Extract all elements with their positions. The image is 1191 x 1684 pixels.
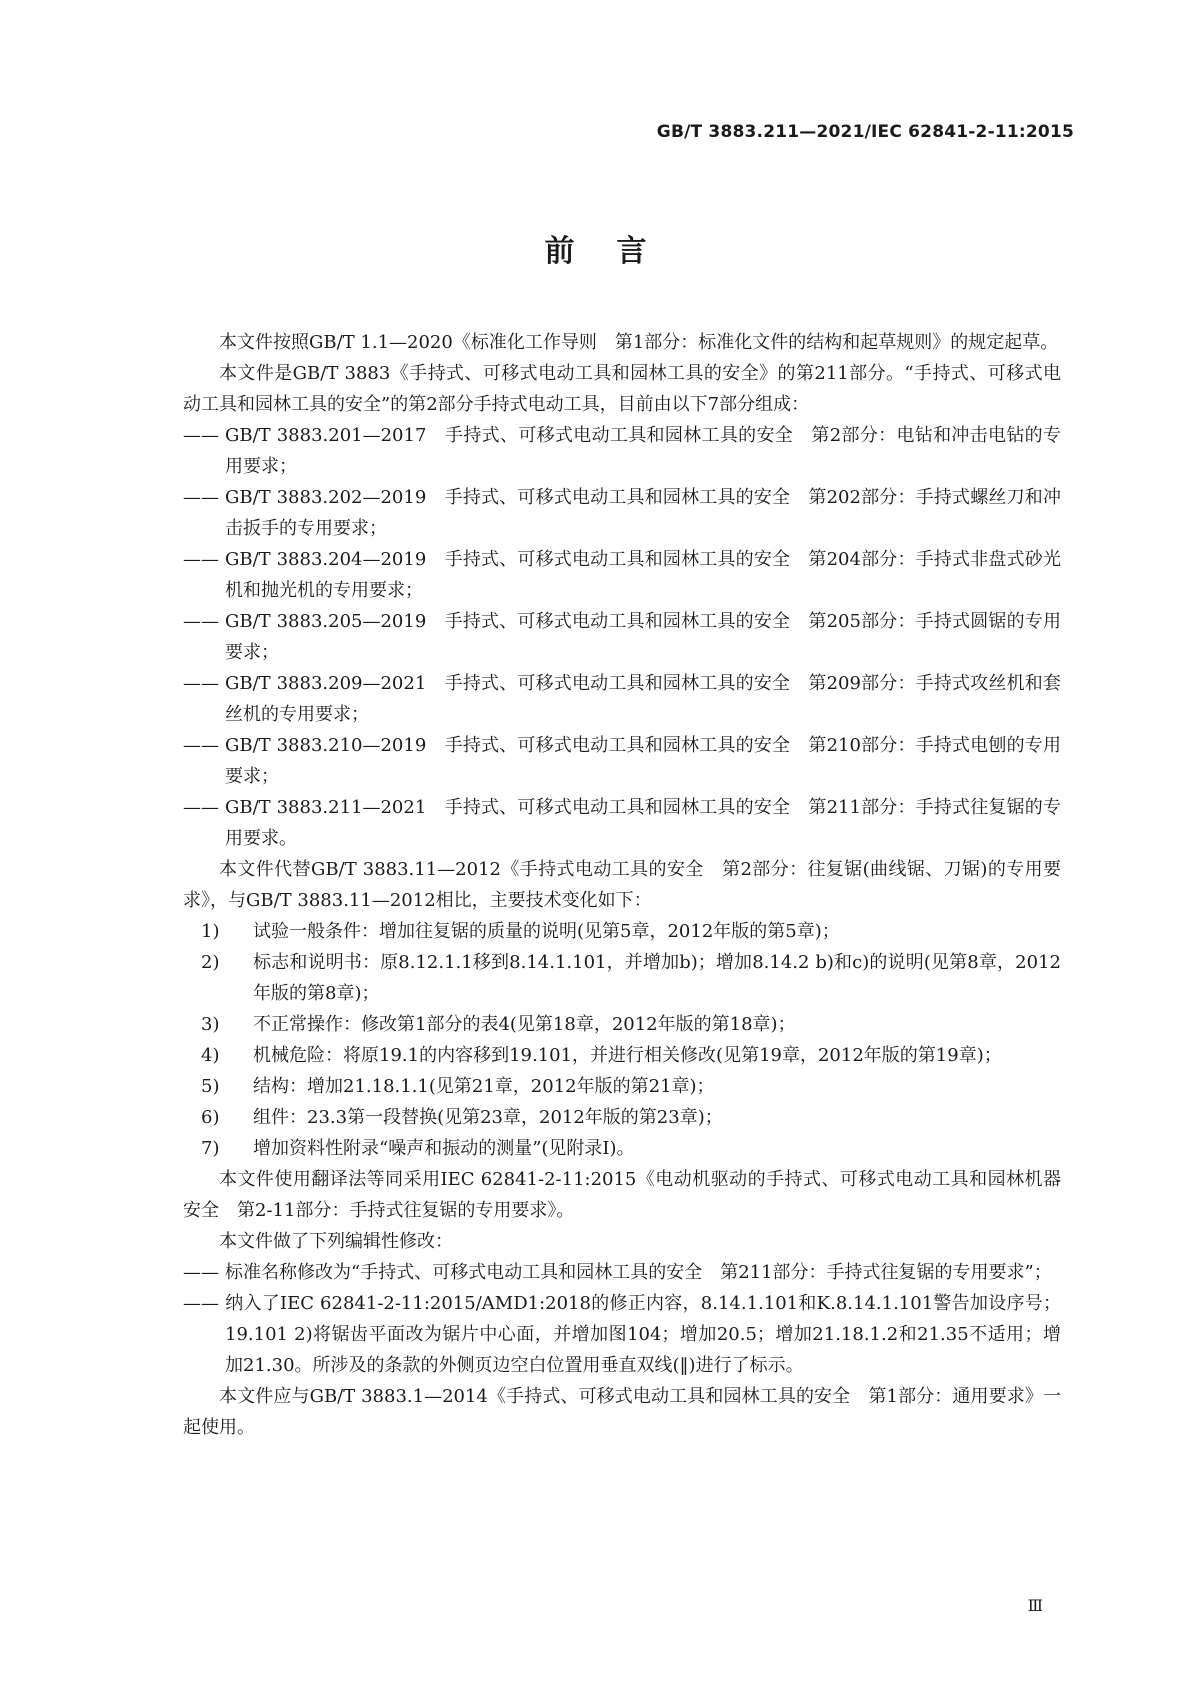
paragraph-use-with: 本文件应与GB/T 3883.1—2014《手持式、可移式电动工具和园林工具的安全 第1部分：通用要求》一起使用。 [183, 1386, 1061, 1438]
change-text: 增加资料性附录“噪声和振动的测量”(见附录I)。 [253, 1138, 635, 1159]
change-list-item [183, 947, 1061, 1009]
change-number: 5) [201, 1076, 220, 1097]
dash-marker: —— [183, 673, 219, 694]
paragraph-replaces: 本文件代替GB/T 3883.11—2012《手持式电动工具的安全 第2部分：往复锯(曲线锯、刀锯)的专用要求》，与GB/T 3883.11—2012相比，主要技术变化如下： [183, 859, 1061, 911]
part-list-item [183, 482, 1061, 544]
document-body [183, 327, 1079, 1443]
page-number: Ⅲ [1027, 1596, 1043, 1615]
dash-marker: —— [183, 487, 219, 508]
change-list-item [183, 1009, 1061, 1040]
paragraph-drafting-rules: 本文件按照GB/T 1.1—2020《标准化工作导则 第1部分：标准化文件的结构和起草规则》的规定起草。 [219, 332, 1059, 353]
standard-code-header: GB/T 3883.211—2021/IEC 62841-2-11:2015 [656, 122, 1074, 142]
change-number: 4) [201, 1045, 220, 1066]
part-list-item-text: GB/T 3883.204—2019 手持式、可移式电动工具和园林工具的安全 第204部分：手持式非盘式砂光机和抛光机的专用要求； [225, 549, 1061, 601]
change-number: 2) [201, 952, 220, 973]
part-list-item-text: GB/T 3883.201—2017 手持式、可移式电动工具和园林工具的安全 第2部分：电钻和冲击电钻的专用要求； [225, 425, 1061, 477]
change-list-item [183, 1102, 1061, 1133]
edit-list-item-text: 纳入了IEC 62841-2-11:2015/AMD1:2018的修正内容，8.14.1.101和K.8.14.1.101警告加设序号；19.101 2)将锯齿平面改为锯片中心面，并增加图104；增加20.5；增加21.18.1.2和21.35不适用；增加21.30。所涉及的条款的外侧页边空白位置用垂直双线(‖)进行了标示。 [225, 1293, 1061, 1376]
change-list-item [183, 1071, 1061, 1102]
edit-list-item-text: 标准名称修改为“手持式、可移式电动工具和园林工具的安全 第211部分：手持式往复锯的专用要求”； [225, 1262, 1052, 1283]
dash-marker: —— [183, 1262, 219, 1283]
dash-marker: —— [183, 797, 219, 818]
part-list-item-text: GB/T 3883.205—2019 手持式、可移式电动工具和园林工具的安全 第205部分：手持式圆锯的专用要求； [225, 611, 1061, 663]
change-list-item [183, 1040, 1061, 1071]
page-title: 前言 [544, 234, 689, 269]
change-text: 结构：增加21.18.1.1(见第21章，2012年版的第21章)； [253, 1076, 715, 1097]
change-number: 6) [201, 1107, 220, 1128]
paragraph-part-scope: 本文件是GB/T 3883《手持式、可移式电动工具和园林工具的安全》的第211部分。“手持式、可移式电动工具和园林工具的安全”的第2部分手持式电动工具，目前由以下7部分组成： [183, 363, 1061, 415]
dash-marker: —— [183, 1293, 219, 1314]
part-list-item [183, 668, 1061, 730]
edit-list-item [183, 1288, 1061, 1381]
change-number: 3) [201, 1014, 220, 1035]
change-text: 组件：23.3第一段替换(见第23章，2012年版的第23章)； [253, 1107, 723, 1128]
change-text: 标志和说明书：原8.12.1.1移到8.14.1.101，并增加b)；增加8.14.2 b)和c)的说明(见第8章，2012年版的第8章)； [253, 952, 1061, 1004]
change-list-item [183, 916, 1061, 947]
change-list-item [183, 1133, 1061, 1164]
dash-marker: —— [183, 425, 219, 446]
paragraph-editorial-intro: 本文件做了下列编辑性修改： [219, 1231, 453, 1252]
change-number: 7) [201, 1138, 220, 1159]
part-list-item-text: GB/T 3883.210—2019 手持式、可移式电动工具和园林工具的安全 第210部分：手持式电刨的专用要求； [225, 735, 1061, 787]
part-list-item [183, 544, 1061, 606]
edit-list-item [183, 1257, 1061, 1288]
part-list-item-text: GB/T 3883.211—2021 手持式、可移式电动工具和园林工具的安全 第211部分：手持式往复锯的专用要求。 [225, 797, 1061, 849]
change-text: 不正常操作：修改第1部分的表4(见第18章，2012年版的第18章)； [253, 1014, 796, 1035]
part-list-item [183, 792, 1061, 854]
part-list-item [183, 606, 1061, 668]
part-list-item [183, 420, 1061, 482]
part-list-item-text: GB/T 3883.209—2021 手持式、可移式电动工具和园林工具的安全 第209部分：手持式攻丝机和套丝机的专用要求； [225, 673, 1061, 725]
change-text: 机械危险：将原19.1的内容移到19.101，并进行相关修改(见第19章，2012年版的第19章)； [253, 1045, 1002, 1066]
dash-marker: —— [183, 611, 219, 632]
dash-marker: —— [183, 549, 219, 570]
part-list-item [183, 730, 1061, 792]
part-list-item-text: GB/T 3883.202—2019 手持式、可移式电动工具和园林工具的安全 第202部分：手持式螺丝刀和冲击扳手的专用要求； [225, 487, 1061, 539]
change-number: 1) [201, 921, 220, 942]
dash-marker: —— [183, 735, 219, 756]
paragraph-adoption: 本文件使用翻译法等同采用IEC 62841-2-11:2015《电动机驱动的手持式、可移式电动工具和园林机器 安全 第2-11部分：手持式往复锯的专用要求》。 [183, 1169, 1079, 1221]
change-text: 试验一般条件：增加往复锯的质量的说明(见第5章，2012年版的第5章)； [253, 921, 840, 942]
